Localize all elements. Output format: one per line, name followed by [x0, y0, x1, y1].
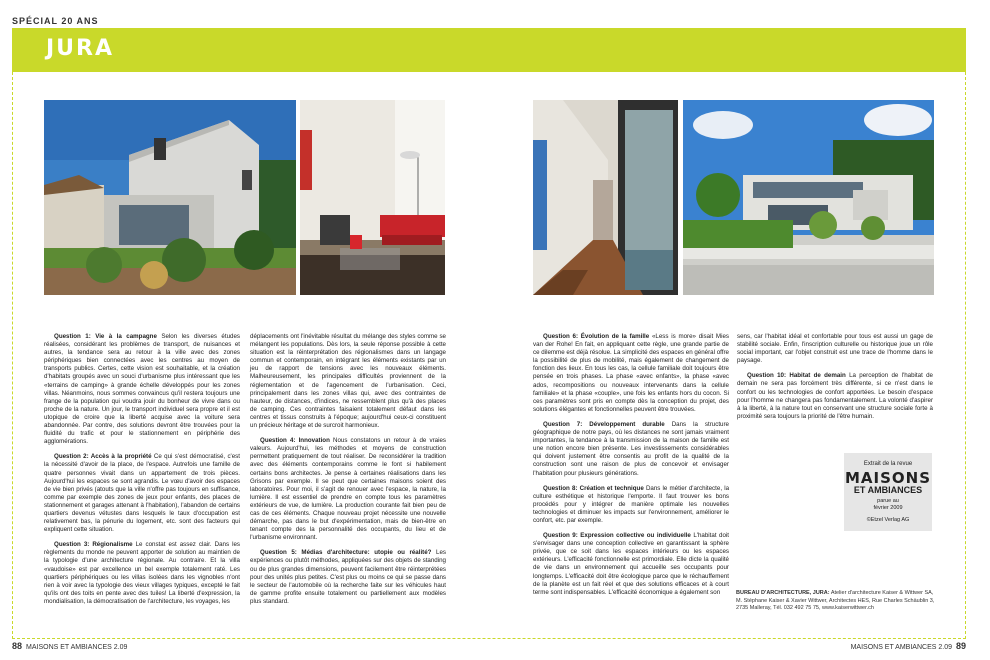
paragraph-q10	[737, 372, 933, 421]
paragraph-text: Dans le métier d'architecte, la culture esthétique et historique l'emporte. Il faut trouver les bons procédés pour y intégrer de manière optimale les nouvelles technologies et diminuer les impacts sur l'environnement, améliorer le confort, etc. par exemple.	[533, 484, 730, 524]
source-line: Extrait de la revue	[863, 461, 913, 467]
right-page-column-2	[737, 333, 933, 428]
photo-modern-villa-garden	[683, 100, 934, 295]
paragraph-q4	[250, 437, 446, 542]
paragraph-q1	[44, 333, 240, 446]
page-title: JURA	[46, 36, 115, 61]
paragraph-text: Nous constatons un retour à de vraies valeurs. Aujourd'hui, les méthodes et moyens de construction permettent pratiquement de tout réaliser. De reconsidérer la tradition avec des éléments contemporains comme le font si habilement certains bons architectes. Je pense à certaines réalisations dans les Grisons par exemple. Il se peut que certaines maisons soient des laboratoires. Pour moi, il s'agit de renouer avec l'espace, la nature, la lumière. Il est essentiel de prendre en compte tous les paramètres extérieurs de vue, de lumière. La production courante fait bien peu de cas de ces éléments. Chaque nouveau projet nécessite une nouvelle démarche, pas dans le but d'expérimentation, mais de bien-être en tenant compte des la personnalité des occupants, du lieu et de l'urbanisme environnant.	[250, 437, 446, 542]
hallway-photo-icon	[533, 100, 678, 295]
question-heading: Question 3: Régionalisme	[54, 541, 133, 549]
source-date: parue au février 2009	[873, 498, 903, 511]
footer-right	[851, 641, 966, 651]
question-heading: Question 5: Médias d'architecture: utopie ou réalité?	[260, 549, 432, 557]
source-copyright: ©Etzel Verlag AG	[866, 517, 910, 523]
paragraph-q3	[44, 541, 240, 606]
interior-photo-icon	[300, 100, 445, 295]
page-number-right: 89	[955, 641, 966, 651]
paragraph-text: Les expériences ou plutôt méthodes, appliquées sur des objets de standing ou de plus grandes dimensions, peuvent facilement être réinterprétées pour des unités plus petites. C'est plus ou moins ce qui se passe dans le secteur de l'automobile où la recherche faite sur les véhicules haut de gamme profite ensuite totalement ou partiellement aux modèles plus standard.	[250, 549, 446, 605]
question-heading: Question 4: Innovation	[260, 437, 330, 445]
left-page-column-2	[250, 333, 446, 613]
architect-credit	[736, 590, 936, 613]
section-kicker: SPÉCIAL 20 ANS	[12, 16, 99, 26]
paragraph-text: déplacements ont l'inévitable résultat du mélange des styles comme se mélangent les populations. Dès lors, la seule réponse possible à cette situation est la réinterprétation des régionalismes dans un langage commun et contemporain, en intégrant les éléments existants par un jeu de rapport de tensions avec les nouveaux éléments. Malheureusement, les principales difficultés proviennent de la réglementation et de l'agencement de l'urbanisation. Ceci, principalement dans les zones villas qui, avec des contraintes de hauteur, de distances, d'indices, ne ressemblent plus qu'à des places de camping. Ces contraintes faisaient totalement défaut dans les centres et tissus construits à l'époque; aujourd'hui ceux-ci constituent un précieux héritage et de surcroit harmonieux.	[250, 333, 446, 430]
source-box	[844, 453, 932, 531]
footer-publication-right: MAISONS ET AMBIANCES 2.09	[850, 644, 952, 651]
magazine-logo-sub: ET AMBIANCES	[853, 485, 923, 495]
left-page-column-1	[44, 333, 240, 613]
question-heading: Question 8: Création et technique	[543, 484, 644, 492]
question-heading: Question 9: Expression collective ou individuelle	[543, 532, 691, 540]
paragraph-q9-continued	[737, 333, 933, 365]
paragraph-q9	[533, 532, 729, 597]
paragraph-text: Le constat est assez clair. Dans les règlements du monde ne peuvent apporter de solution au maintien de la typologie d'une architecture régionale. Au contraire. Et la villa «vaudoise» est par excellence un bel exemple totalement raté. Les quartiers périphériques ou les villas isolées dans les vignobles n'ont rien à voir avec la typologie des vieux villages typiques, excepté le fait qu'ils ont des toits en pente avec des tuiles! La liberté d'expression, la mondialisation, la démocratisation de l'architecture, les voyages, les	[44, 541, 241, 605]
house-exterior-photo-icon	[44, 100, 296, 295]
credit-label: BUREAU D'ARCHITECTURE, JURA:	[736, 590, 830, 596]
paragraph-q5	[250, 549, 446, 606]
paragraph-q8	[533, 485, 729, 525]
question-heading: Question 10: Habitat de demain	[747, 372, 846, 380]
question-heading: Question 1: Vie à la campagne	[54, 333, 157, 340]
credit-text: Atelier d'architecture Kaiser & Wittwer SA, M. Stéphane Kaiser & Xavier Wittwer, Architectes HES, Rue Charles Schäublin 3, 2735 Malleray, Tél. 032 492 75 75, www.kaiserwittwer.ch	[736, 590, 935, 611]
photo-living-room-interior	[300, 100, 445, 295]
photo-concrete-house-exterior	[44, 100, 296, 295]
paragraph-text: Selon les diverses études réalisées, considérant les problèmes de transport, de nuisances et autres, la tendance sera au retour à la ville avec des zones périphériques bien connectées avec les centres au moyen de transports publics. Certes, cette vision est souhaitable, et la création d'habitats groupés avec un souci d'urbanisme plus intéressant que les «terrains de camping» à grande échelle développés pour les zones villas. Néanmoins, nous sommes convaincus qu'il restera toujours une frange de la population qui voudra jouir du bonheur de vivre dans ou proche de la nature. Un jour, le transport individuel sera propre et il est utopique de croire que la liberté acquise avec la voiture sera abandonnée. Par contre, des solutions devront être trouvées pour la fluidité du trafic et pour le stationnement en périphérie des agglomérations.	[44, 333, 240, 446]
photo-hallway-interior	[533, 100, 678, 295]
page-number-left: 88	[12, 641, 23, 651]
paragraph-text: sens, car l'habitat idéal et confortable pour tous est aussi un gage de stabilité sociale. Enfin, l'inscription culturelle ou historique joue un rôle social important, car l'objet construit est une trace de l'homme dans le paysage.	[737, 333, 933, 365]
paragraph-text: La perception de l'habitat de demain ne sera pas forcément très différente, si ce n'est dans le confort ou les technologies de confort apportées. Le besoin d'espace pour l'homme ne changera pas fondamentalement. La volonté d'aspirer à la liberté, à la nature tout en conservant une structure sociale forte à proximité sera toujours la priorité de l'être humain.	[737, 372, 933, 420]
footer-publication-left: MAISONS ET AMBIANCES 2.09	[26, 644, 128, 651]
paragraph-q3-continued	[250, 333, 446, 430]
paragraph-q6	[533, 333, 729, 414]
villa-photo-icon	[683, 100, 934, 295]
paragraph-q7	[533, 421, 729, 478]
right-page-column-1	[533, 333, 729, 604]
paragraph-text: Ce qui s'est démocratisé, c'est la nécessité d'avoir de la place, de l'espace. Autrefois une famille de quatre personnes vivait dans un appartement de trois pièces. Aujourd'hui les espaces se sont agrandis. Le vœu d'avoir des espaces de vie bien privés (atouts que la ville n'offre pas toujours en suffisance, comme par exemple des zones de jeux pour enfants, des places de stationnement et garages attenant à l'habitation), l'abandon de certains quartiers devenus vétustes dans lesquels le taux d'occupation est relativement bas, la pénurie du logement, etc. sont des facteurs qui expliquent cette situation.	[44, 453, 240, 534]
footer-left	[12, 641, 127, 651]
header-band	[12, 28, 966, 72]
paragraph-q2	[44, 453, 240, 534]
magazine-logo-main: MAISONS	[844, 469, 932, 487]
question-heading: Question 2: Accès à la propriété	[54, 453, 152, 461]
paragraph-text: «Less is more» disait Mies van der Rohe! En fait, en appliquant cette règle, une grande partie de ce dilemme est déjà résolue. La simplicité des espaces en général offre la possibilité de plus de mobilité, mais également de changement de fonction des lieux. En tous les cas, la cellule familiale doit toujours être pensée en trois phases. La phase «avec enfants», la phase «avec ados, recompositions ou nouveaux intervenants dans la cellule familiale» et la phase «couple», une fois les enfants hors du cocon. Si ces paramètres sont pris en compte dès la conception du projet, des solutions élégantes et fonctionnelles peuvent être trouvées.	[533, 333, 729, 413]
paragraph-text: Dans la structure géographique de notre pays, où les distances ne sont jamais vraiment importantes, la tendance à la transmission de la maison de famille est une notion encore bien présente. Les investissements considérables qui doivent justement être consentis au profit de la qualité de la construction sont une raison de plus de concevoir et envisager l'habitation pour plusieurs générations.	[533, 420, 729, 477]
paragraph-text: L'habitat doit s'envisager dans une conception collective en garantissant la sphère privée, que ce soit dans les espaces intérieurs ou les espaces extérieurs. L'efficacité fonctionnelle est primordiale. Elle dicte la qualité de vie dans un environnement qui accueille ses occupants pour longtemps. L'efficacité doit être écologique parce que le réchauffement de la planète est un fait réel et que des solutions efficaces et à court terme sont indispensables. L'efficacité économique a également son	[533, 532, 729, 596]
question-heading: Question 6: Évolution de la famille	[543, 333, 650, 340]
question-heading: Question 7: Développement durable	[543, 420, 665, 428]
